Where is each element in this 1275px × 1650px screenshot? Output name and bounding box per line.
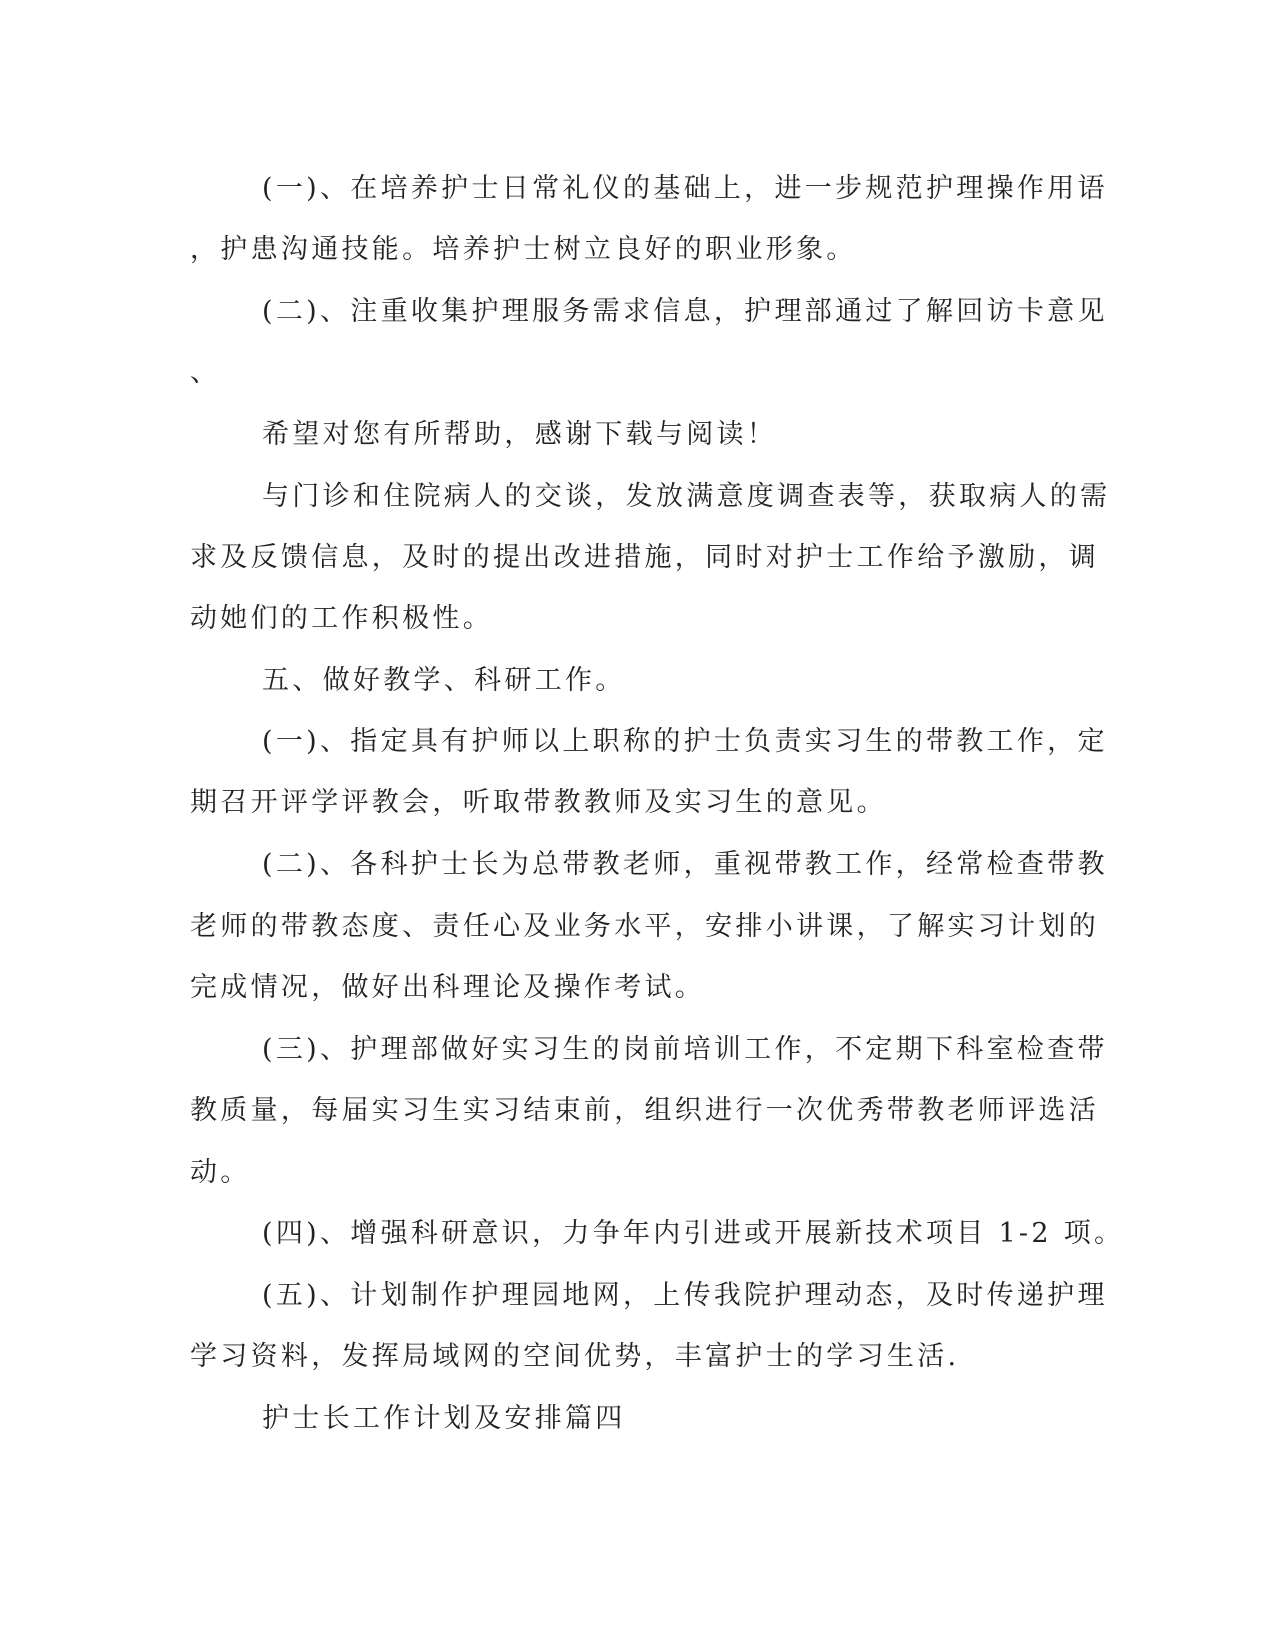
text-line: 求及反馈信息，及时的提出改进措施，同时对护士工作给予激励，调 <box>190 542 1099 573</box>
text-line: 与门诊和住院病人的交谈，发放满意度调查表等，获取病人的需 <box>262 481 1111 512</box>
text-line: (二)、各科护士长为总带教老师，重视带教工作，经常检查带教 <box>262 849 1108 880</box>
text-line: (四)、增强科研意识，力争年内引进或开展新技术项目 1-2 项。 <box>262 1218 1125 1249</box>
text-line: (五)、计划制作护理园地网，上传我院护理动态，及时传递护理 <box>262 1280 1108 1311</box>
text-line: 动她们的工作积极性。 <box>190 603 493 634</box>
text-line: (三)、护理部做好实习生的岗前培训工作，不定期下科室检查带 <box>262 1034 1108 1065</box>
text-line: 老师的带教态度、责任心及业务水平，安排小讲课，了解实习计划的 <box>190 911 1099 942</box>
section-heading: 五、做好教学、科研工作。 <box>262 665 626 696</box>
text-line: 期召开评学评教会，听取带教教师及实习生的意见。 <box>190 787 887 818</box>
section-heading: 护士长工作计划及安排篇四 <box>262 1403 626 1434</box>
text-line: (一)、在培养护士日常礼仪的基础上，进一步规范护理操作用语 <box>262 173 1108 204</box>
text-line: (一)、指定具有护师以上职称的护士负责实习生的带教工作，定 <box>262 726 1108 757</box>
text-line: 完成情况，做好出科理论及操作考试。 <box>190 972 706 1003</box>
text-line: 、 <box>190 357 221 388</box>
text-line: 动。 <box>190 1157 251 1188</box>
closing-note: 希望对您有所帮助，感谢下载与阅读！ <box>262 419 778 450</box>
text-line: 学习资料，发挥局域网的空间优势，丰富护士的学习生活. <box>190 1341 960 1372</box>
text-line: ，护患沟通技能。培养护士树立良好的职业形象。 <box>190 234 857 265</box>
text-line: 教质量，每届实习生实习结束前，组织进行一次优秀带教老师评选活 <box>190 1095 1099 1126</box>
text-line: (二)、注重收集护理服务需求信息，护理部通过了解回访卡意见 <box>262 296 1108 327</box>
